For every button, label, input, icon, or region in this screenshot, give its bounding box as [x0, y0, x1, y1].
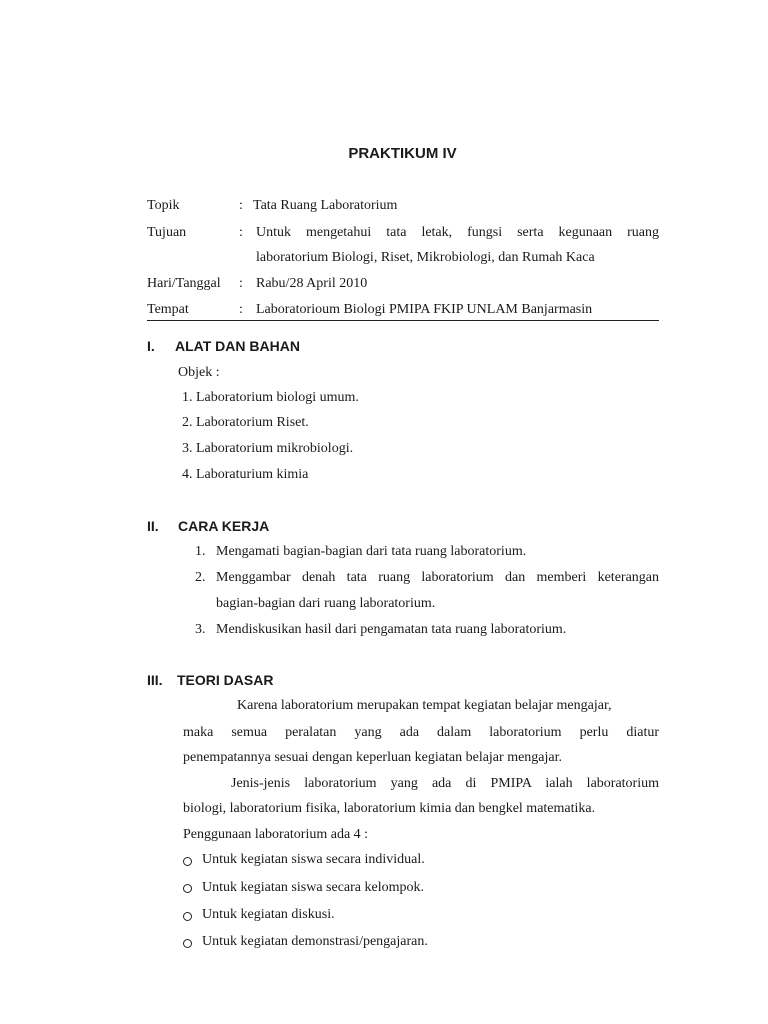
section-3-number: III.	[147, 672, 163, 688]
circle-bullet-icon	[183, 857, 192, 866]
paragraph-line: maka semua peralatan yang ada dalam laboratorium perlu diatur	[183, 725, 659, 740]
bullet-item: Untuk kegiatan diskusi.	[202, 907, 335, 922]
bullet-item: Untuk kegiatan siswa secara kelompok.	[202, 880, 424, 895]
bullet-item: Untuk kegiatan siswa secara individual.	[202, 852, 425, 867]
paragraph-line: penempatannya sesuai dengan keperluan kegiatan belajar mengajar.	[183, 750, 562, 765]
hari-value: Rabu/28 April 2010	[256, 276, 368, 291]
tempat-label: Tempat	[147, 302, 189, 317]
section-3-title: TEORI DASAR	[177, 672, 274, 688]
step-number: 2.	[195, 570, 206, 585]
section-2-number: II.	[147, 518, 159, 534]
hari-colon: :	[239, 276, 243, 291]
section-2-title: CARA KERJA	[178, 518, 270, 534]
circle-bullet-icon	[183, 939, 192, 948]
topik-value: Tata Ruang Laboratorium	[253, 198, 398, 213]
list-item: 4. Laboraturium kimia	[182, 467, 309, 482]
tempat-value: Laboratorioum Biologi PMIPA FKIP UNLAM Banjarmasin	[256, 302, 593, 317]
tujuan-label: Tujuan	[147, 225, 187, 240]
list-item: 1. Laboratorium biologi umum.	[182, 390, 359, 405]
paragraph-line: biologi, laboratorium fisika, laboratorium kimia dan bengkel matematika.	[183, 801, 596, 816]
step-text: Mengamati bagian-bagian dari tata ruang laboratorium.	[216, 544, 527, 559]
section-1-intro: Objek :	[178, 365, 220, 380]
circle-bullet-icon	[183, 912, 192, 921]
step-text-continued: bagian-bagian dari ruang laboratorium.	[216, 596, 436, 611]
circle-bullet-icon	[183, 884, 192, 893]
list-item: 3. Laboratorium mikrobiologi.	[182, 441, 354, 456]
step-text: Menggambar denah tata ruang laboratorium dan memberi keterangan	[216, 570, 659, 585]
list-item: 2. Laboratorium Riset.	[182, 415, 309, 430]
step-number: 3.	[195, 622, 206, 637]
topik-colon: :	[239, 198, 243, 213]
hari-label: Hari/Tanggal	[147, 276, 221, 291]
topik-label: Topik	[147, 198, 180, 213]
section-1-number: I.	[147, 338, 155, 354]
section-1-title: ALAT DAN BAHAN	[175, 338, 300, 354]
step-text: Mendiskusikan hasil dari pengamatan tata ruang laboratorium.	[216, 622, 567, 637]
bullet-item: Untuk kegiatan demonstrasi/pengajaran.	[202, 934, 428, 949]
tujuan-colon: :	[239, 225, 243, 240]
paragraph-line: Penggunaan laboratorium ada 4 :	[183, 827, 369, 842]
header-divider	[147, 320, 659, 321]
paragraph-line: Karena laboratorium merupakan tempat kegiatan belajar mengajar,	[237, 698, 612, 713]
page-title: PRAKTIKUM IV	[348, 145, 457, 162]
paragraph-line: Jenis-jenis laboratorium yang ada di PMIPA ialah laboratorium	[231, 776, 659, 791]
tujuan-value-line1: Untuk mengetahui tata letak, fungsi serta kegunaan ruang	[256, 225, 659, 240]
tempat-colon: :	[239, 302, 243, 317]
tujuan-value-line2: laboratorium Biologi, Riset, Mikrobiologi, dan Rumah Kaca	[256, 250, 595, 265]
step-number: 1.	[195, 544, 206, 559]
